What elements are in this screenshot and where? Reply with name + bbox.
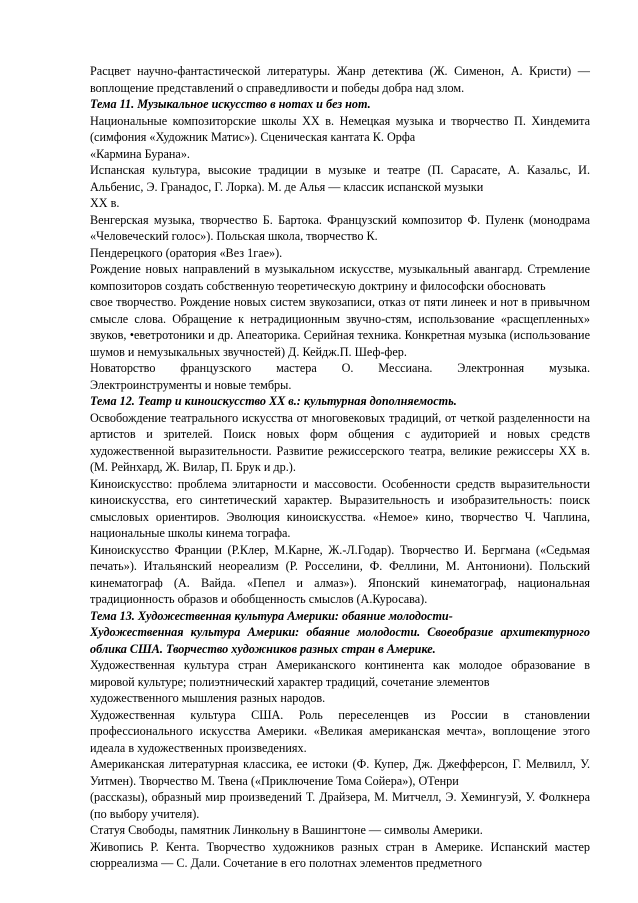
- heading-topic-11: Тема 11. Музыкальное искусство в нотах и без нот.: [90, 97, 371, 111]
- paragraph-sci-fi: Расцвет научно-фантастической литературы. Жанр детектива (Ж. Сименон, А. Кристи) — воплощение представлений о справедливости и победы добра над злом.: [90, 64, 590, 95]
- paragraph-cinema: Киноискусство: проблема элитарности и массовости. Особенности средств выразительности киноискусства, его синтетический характер. Выразительность и изобразительность: поиск смысловых ориентиров. Эволюция киноискусства. «Немое» кино, творчество Ч. Чаплина, национальные школы кинема тографа.: [90, 476, 590, 540]
- paragraph-penderecki: Пендерецкого (оратория «Вез 1гае»).: [90, 245, 283, 260]
- paragraph-recording-systems: свое творчество. Рождение новых систем звукозаписи, отказ от пяти линеек и нот в привычном смысле слова. Обращение к нетрадиционным звучно-стям, использование «расщепленных» звуков, •еветротоники и др. Апеаторика. Серийная техника. Конкретная музыка (использование шумов и немузыкальных звучностей) Д. Кейдж.П. Шеф-фер.: [90, 295, 590, 359]
- paragraph-american-continent: Художественная культура стран Американского континента как молодое образование в мировой культуре; полиэтнический характер традиций, сочетание элементов: [90, 658, 590, 689]
- heading-topic-12: Тема 12. Театр и киноискусство XX в.: культурная дополняемость.: [90, 394, 457, 408]
- paragraph-stories: (рассказы), образный мир произведений Т. Драйзера, М. Митчелл, Э. Хемингуэй, У. Фолкнера (по выбору учителя).: [90, 790, 590, 821]
- paragraph-new-directions: Рождение новых направлений в музыкальном искусстве, музыкальный авангард. Стремление композиторов создать собственную теоретическую доктрину и философски обосновать: [90, 262, 590, 293]
- paragraph-electro-instruments: Электроинструменты и новые тембры.: [90, 377, 292, 392]
- paragraph-theatre-liberation: Освобождение театрального искусства от многовековых традиций, от четкой разделенности на артистов и зрителей. Поиск новых форм общения с аудиторией и новых средств художественной выразительности. Развитие режиссерского театра, великие режиссеры XX в. (М. Рейнхард, Ж. Вилар, П. Брук и др.).: [90, 410, 590, 474]
- paragraph-statue-of-liberty: Статуя Свободы, памятник Линкольну в Вашингтоне — символы Америки.: [90, 823, 483, 837]
- paragraph-national-schools: Национальные композиторские школы XX в. Немецкая музыка и творчество П. Хиндемита (симфония «Художник Матис»). Сценическая кантата К. Орфа: [90, 113, 590, 144]
- paragraph-french-cinema: Киноискусство Франции (Р.Клер, М.Карне, Ж.-Л.Годар). Творчество И. Бергмана («Седьмая печать»). Итальянский неореализм (Р. Росселини, Ф. Феллини, М. Антониони). Польский кинематограф (А. Вайда. «Пепел и алмаз»). Японский кинематограф, национальная традиционность образов и обобщенность смыслов (А.Куросава).: [90, 542, 590, 606]
- paragraph-20th-century: XX в.: [90, 196, 120, 210]
- paragraph-usa-culture: Художественная культура США. Роль переселенцев из России в становлении профессионального искусства Америки. «Великая американская мечта», воплощение этого идеала в художественных произведениях.: [90, 707, 590, 755]
- subheading-american-culture: Художественная культура Америки: обаяние молодости. Своеобразие архитектурного облика США. Творчество художников разных стран в Америке.: [90, 625, 590, 656]
- paragraph-messiaen: Новаторство французского мастера О. Мессиана. Электронная музыка.: [90, 361, 590, 375]
- heading-topic-13: Тема 13. Художественная культура Америки: обаяние молодости-: [90, 608, 453, 623]
- paragraph-carmina-burana: «Кармина Бурана».: [90, 146, 190, 161]
- paragraph-hungarian-music: Венгерская музыка, творчество Б. Бартока. Французский композитор Ф. Пуленк (монодрама «Человеческий голос»). Польская школа, творчество К.: [90, 212, 590, 243]
- paragraph-spanish-culture: Испанская культура, высокие традиции в музыке и театре (П. Сарасате, А. Казальс, И. Альбенис, Э. Гранадос, Г. Лорка). М. де Алья — классик испанской музыки: [90, 163, 590, 194]
- paragraph-kent-painting: Живопись Р. Кента. Творчество художников разных стран в Америке. Испанский мастер сюрреализма — С. Дали. Сочетание в его полотнах элементов предметного: [90, 839, 590, 870]
- paragraph-peoples-thinking: художественного мышления разных народов.: [90, 691, 326, 705]
- paragraph-american-literature: Американская литературная классика, ее истоки (Ф. Купер, Дж. Джефферсон, Г. Мелвилл, У. Уитмен). Творчество М. Твена («Приключение Тома Сойера»), ОТенри: [90, 757, 590, 788]
- document-body: [90, 63, 590, 872]
